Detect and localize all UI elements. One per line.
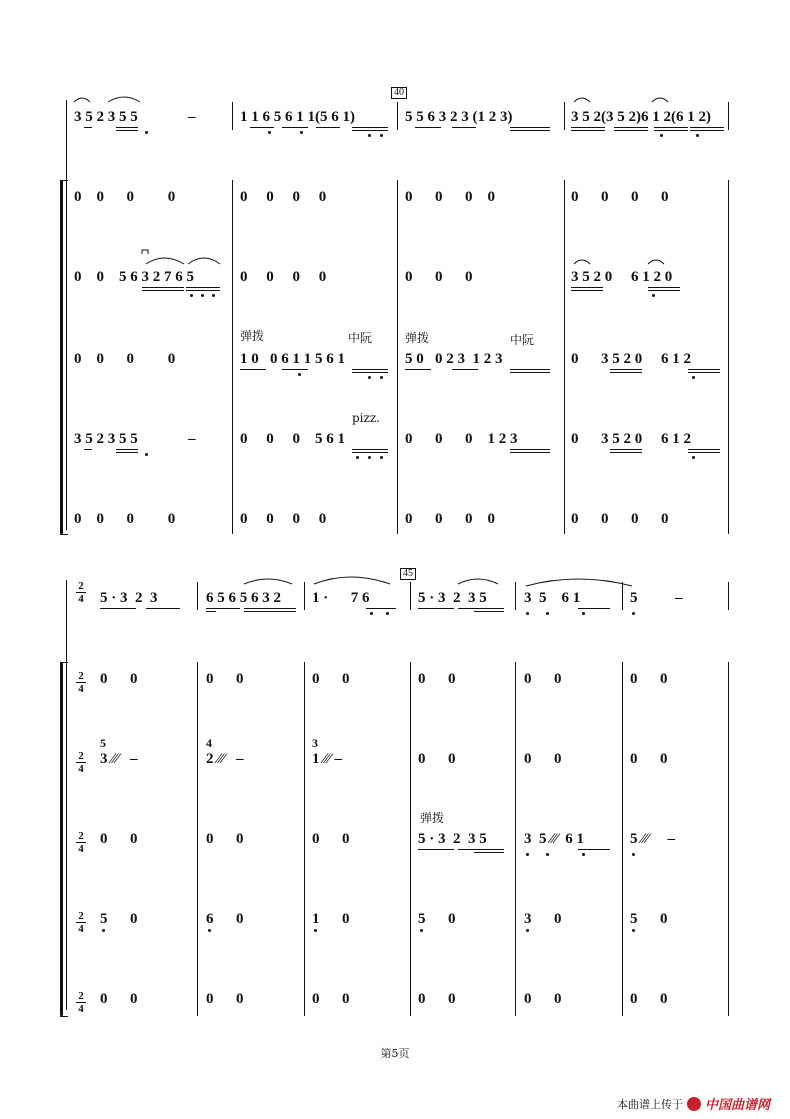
part6-m5: 0 0 <box>524 991 562 1007</box>
time-signature: 2 4 <box>76 991 86 1014</box>
melody-m2-notes: 1 1 6 5 6 1 1(5 6 1) <box>240 109 355 125</box>
page-number: 第5页 <box>380 1047 410 1060</box>
part2-m4: 0 0 <box>418 671 456 687</box>
fingering-5: 5 <box>100 736 106 750</box>
slur-icon <box>454 570 514 590</box>
part4-m2: 1 0 0 6 1 1 5 6 1 <box>240 351 345 367</box>
part5-m2: 6 0 <box>206 911 244 927</box>
part3-m1: 0 0 5 6 3 2 7 6 5 <box>74 269 194 285</box>
part3-m5: 0 0 <box>524 751 562 767</box>
footer <box>617 1094 770 1113</box>
part2-m1: 0 0 <box>100 671 138 687</box>
part5-m6: 5 0 <box>630 911 668 927</box>
part5-m1-dash: – <box>188 431 196 447</box>
slur-icon <box>140 248 230 270</box>
part6-m3: 0 0 0 0 <box>405 511 495 527</box>
part6-m4: 0 0 <box>418 991 456 1007</box>
part5-m2: 0 0 0 5 6 1 <box>240 431 345 447</box>
part6-m1: 0 0 0 0 <box>74 511 176 527</box>
melody-m3-notes: 5 5 6 3 2 3 (1 2 3) <box>405 109 513 125</box>
melody-m2: 6 5 6 5 6 3 2 <box>206 590 281 606</box>
part2-m3: 0 0 0 0 <box>405 189 495 205</box>
part3-m4: 0 0 <box>418 751 456 767</box>
rehearsal-mark-40: 40 <box>391 87 407 99</box>
part2-m1: 0 0 0 0 <box>74 189 176 205</box>
time-signature: 2 4 <box>76 751 86 774</box>
part4-m3: 0 0 <box>312 831 350 847</box>
slur-icon <box>522 570 642 592</box>
part5-m1: 5 0 <box>100 911 138 927</box>
part4-m6: 5 ⁄⁄⁄ – <box>630 831 676 847</box>
part3-m2: 0 0 0 0 <box>240 269 327 285</box>
zhongruan-marking: 中阮 <box>510 333 535 347</box>
slur-icon <box>240 570 300 590</box>
part3-m3: 1 ⁄⁄⁄ – <box>312 751 343 767</box>
tanbo-marking: 弹拨 <box>405 331 430 345</box>
part2-m3: 0 0 <box>312 671 350 687</box>
zhongruan-marking: 中阮 <box>348 331 373 345</box>
part4-m3: 5 0 0 2 3 1 2 3 <box>405 351 503 367</box>
melody-m5: 3 5 6 1 <box>524 590 581 606</box>
tanbo-marking: 弹拨 <box>420 811 445 825</box>
melody-m6: 5 – <box>630 590 683 606</box>
part5-m3: 1 0 <box>312 911 350 927</box>
footer-brand[interactable]: 中国曲谱网 <box>704 1098 770 1113</box>
part5-m3: 0 0 0 1 2 3 <box>405 431 518 447</box>
part3-m2: 2 ⁄⁄⁄ – <box>206 751 244 767</box>
time-signature: 2 4 <box>76 671 86 694</box>
melody-m4-notes: 3 5 2(3 5 2)6 1 2(6 1 2) <box>571 109 711 125</box>
footer-text: 本曲谱上传于 <box>616 1097 683 1111</box>
part6-m1: 0 0 <box>100 991 138 1007</box>
melody-m4: 5 · 3 2 3 5 <box>418 590 487 606</box>
part5-m4: 0 3 5 2 0 6 1 2 <box>571 431 691 447</box>
part5-m4: 5 0 <box>418 911 456 927</box>
part6-m2: 0 0 <box>206 991 244 1007</box>
pizz-marking: pizz. <box>352 411 380 425</box>
slur-icon <box>310 568 400 590</box>
part5-m1-notes: 3 5 2 3 5 5 <box>74 431 138 447</box>
melody-m1-notes: 3 5 2 3 5 5 <box>74 109 138 125</box>
time-signature: 2 4 <box>76 581 86 604</box>
part4-m1: 0 0 0 0 <box>74 351 176 367</box>
part4-m4: 0 3 5 2 0 6 1 2 <box>571 351 691 367</box>
part3-m4: 3 5 2 0 6 1 2 0 <box>571 269 673 285</box>
part6-m6: 0 0 <box>630 991 668 1007</box>
slur-icon <box>70 90 160 110</box>
part6-m4: 0 0 0 0 <box>571 511 669 527</box>
site-logo-icon <box>687 1097 701 1111</box>
part2-m2: 0 0 0 0 <box>240 189 327 205</box>
fingering-3: 3 <box>312 736 318 750</box>
part4-m1: 0 0 <box>100 831 138 847</box>
rehearsal-mark-45: 45 <box>400 568 416 580</box>
melody-m3: 1 · 7 6 <box>312 590 370 606</box>
part6-m2: 0 0 0 0 <box>240 511 327 527</box>
melody-m1: 5 · 3 2 3 <box>100 590 158 606</box>
fermata-icon <box>570 252 690 268</box>
part3-m3: 0 0 0 <box>405 269 473 285</box>
part2-m4: 0 0 0 0 <box>571 189 669 205</box>
part2-m2: 0 0 <box>206 671 244 687</box>
part4-m4: 5 · 3 2 3 5 <box>418 831 487 847</box>
part3-m6: 0 0 <box>630 751 668 767</box>
time-signature: 2 4 <box>76 831 86 854</box>
time-signature: 2 4 <box>76 911 86 934</box>
fingering-4: 4 <box>206 736 212 750</box>
tanbo-marking: 弹拨 <box>240 329 265 343</box>
part5-m5: 3 0 <box>524 911 562 927</box>
part6-m3: 0 0 <box>312 991 350 1007</box>
fermata-icon <box>570 90 690 110</box>
melody-m1-dash: – <box>188 109 196 125</box>
part2-m6: 0 0 <box>630 671 668 687</box>
part3-m1: 3 ⁄⁄⁄ – <box>100 751 138 767</box>
part2-m5: 0 0 <box>524 671 562 687</box>
part4-m2: 0 0 <box>206 831 244 847</box>
part4-m5: 3 5 ⁄⁄⁄ 6 1 <box>524 831 585 847</box>
